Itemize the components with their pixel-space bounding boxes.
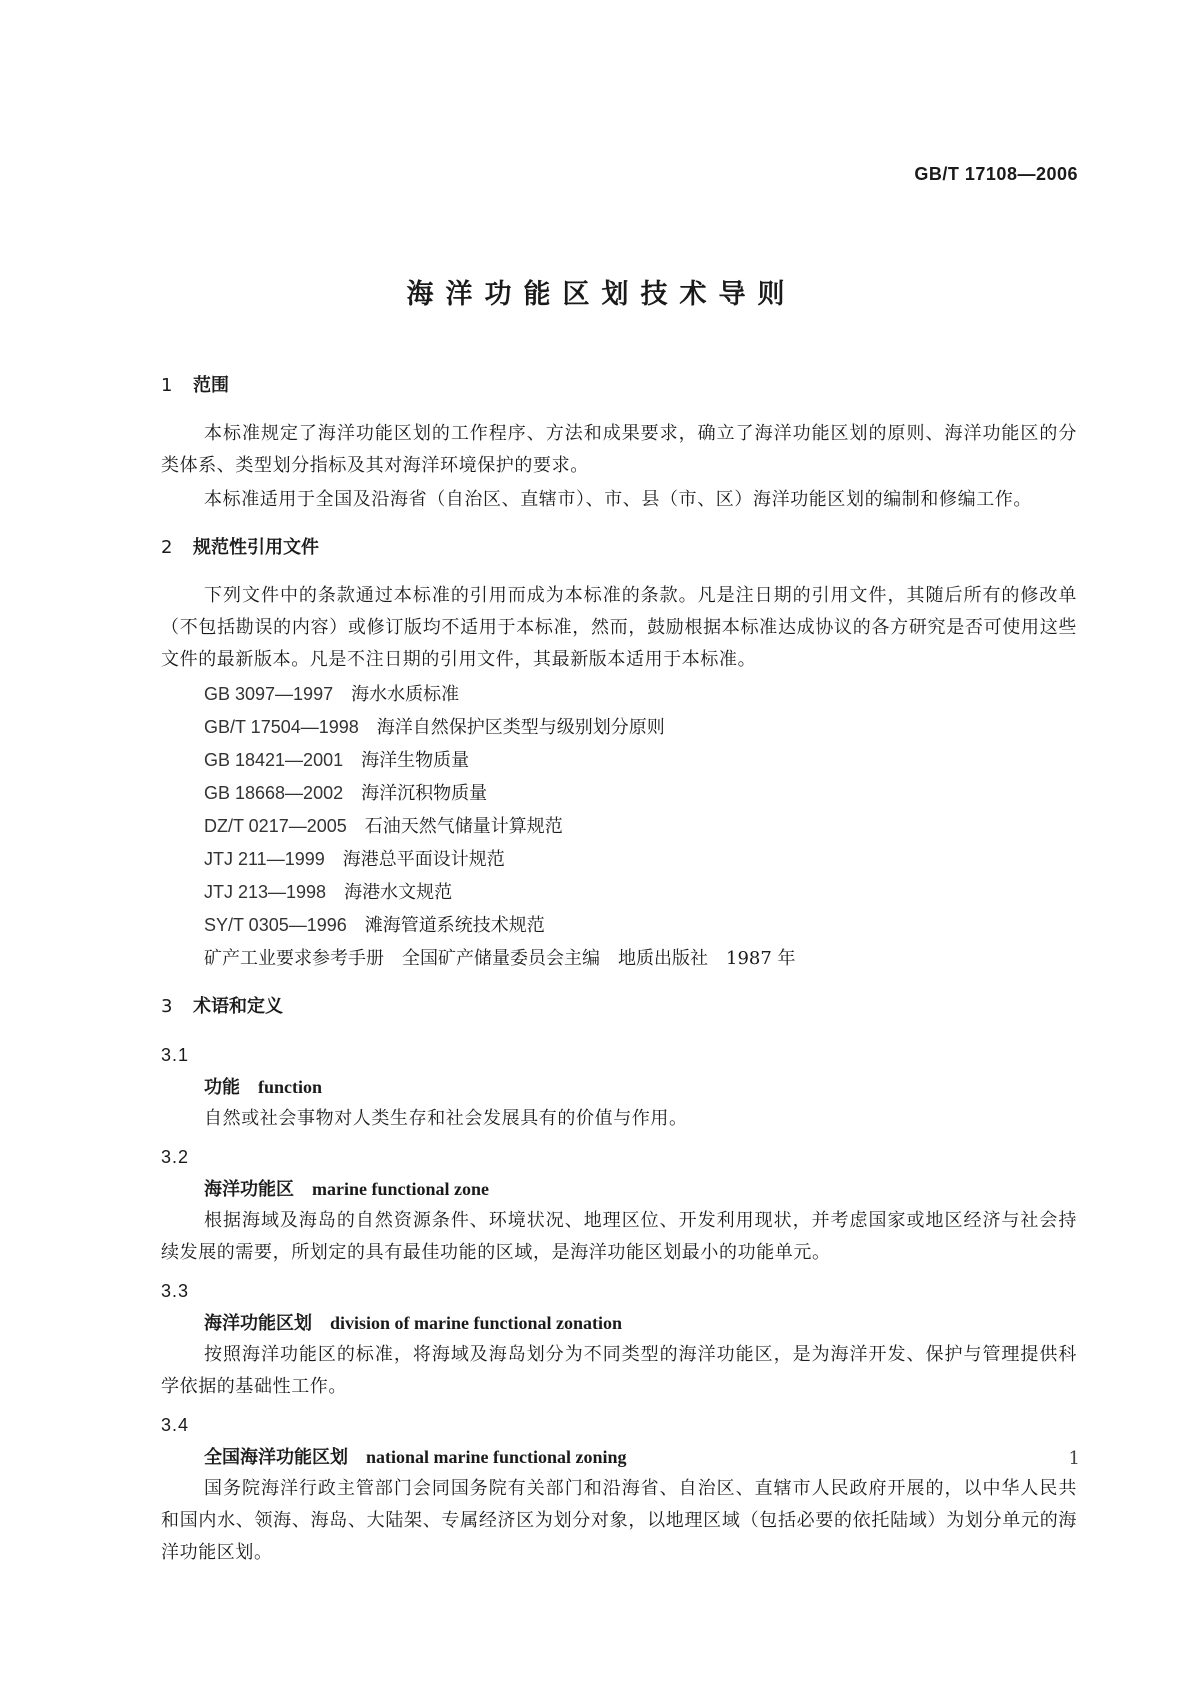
document-title: 海洋功能区划技术导则 (406, 279, 797, 310)
term-definition: 自然或社会事物对人类生存和社会发展具有的价值与作用。 (204, 1108, 688, 1129)
reference-name: 滩海管道系统技术规范 (364, 915, 545, 936)
term-name (161, 1071, 1077, 1103)
reference-name: 海洋自然保护区类型与级别划分原则 (376, 717, 665, 738)
paragraph: 本标准适用于全国及沿海省（自治区、直辖市）、市、县（市、区）海洋功能区划的编制和修编工作。 (204, 489, 1032, 510)
reference-name: 海洋沉积物质量 (361, 783, 488, 804)
section-terms-definitions (161, 991, 1077, 1569)
term-definition: 国务院海洋行政主管部门会同国务院有关部门和沿海省、自治区、直辖市人民政府开展的，以中华人民共和国内水、领海、海岛、大陆架、专属经济区为划分对象，以地理区域（包括必要的依托陆域）为划分单元的海洋功能区划。 (161, 1478, 1077, 1563)
reference-name: 石油天然气储量计算规范 (364, 816, 563, 837)
reference-code: GB/T 17504—1998 (204, 717, 359, 737)
term-number: 3.4 (161, 1415, 190, 1435)
reference-item (161, 744, 1077, 777)
term-definition: 按照海洋功能区的标准，将海域及海岛划分为不同类型的海洋功能区，是为海洋开发、保护与管理提供科学依据的基础性工作。 (161, 1344, 1077, 1397)
section-title: 范围 (193, 375, 229, 396)
reference-name: 海水水质标准 (351, 684, 460, 705)
reference-name: 海港水文规范 (344, 882, 453, 903)
term-definition: 根据海域及海岛的自然资源条件、环境状况、地理区位、开发利用现状，并考虑国家或地区经济与社会持续发展的需要，所划定的具有最佳功能的区域，是海洋功能区划最小的功能单元。 (161, 1210, 1077, 1263)
section-title: 规范性引用文件 (193, 537, 319, 558)
section-number: 1 (161, 375, 173, 396)
page-number: 1 (1068, 1448, 1080, 1469)
reference-code: JTJ 213—1998 (204, 882, 327, 902)
paragraph: 下列文件中的条款通过本标准的引用而成为本标准的条款。凡是注日期的引用文件，其随后所有的修改单（不包括勘误的内容）或修订版均不适用于本标准，然而，鼓励根据本标准达成协议的各方研究是否可使用这些文件的最新版本。凡是不注日期的引用文件，其最新版本适用于本标准。 (161, 585, 1077, 670)
term-en: division of marine functional zonation (330, 1313, 623, 1333)
term-number: 3.3 (161, 1281, 190, 1301)
reference-code: GB 18421—2001 (204, 750, 344, 770)
reference-item (161, 678, 1077, 711)
term-number: 3.1 (161, 1045, 190, 1065)
term-zh: 海洋功能区划 (204, 1313, 312, 1334)
reference-item (161, 711, 1077, 744)
section-number: 3 (161, 996, 173, 1017)
section-heading (161, 532, 1077, 564)
reference-code: SY/T 0305—1996 (204, 915, 347, 935)
term-en: function (258, 1077, 323, 1097)
reference-code: GB 3097—1997 (204, 684, 334, 704)
section-heading (161, 991, 1077, 1023)
reference-item (161, 876, 1077, 909)
term-name (161, 1173, 1077, 1205)
term-zh: 海洋功能区 (204, 1179, 294, 1200)
reference-item (161, 909, 1077, 942)
term-name (161, 1441, 1077, 1473)
section-normative-references (161, 532, 1077, 975)
term-en: national marine functional zoning (366, 1447, 627, 1467)
term-en: marine functional zone (312, 1179, 489, 1199)
reference-item (161, 810, 1077, 843)
section-scope (161, 370, 1077, 516)
reference-item (161, 777, 1077, 810)
section-number: 2 (161, 537, 173, 558)
reference-code: DZ/T 0217—2005 (204, 816, 347, 836)
reference-name: 海港总平面设计规范 (342, 849, 505, 870)
reference-name: 海洋生物质量 (361, 750, 470, 771)
section-title: 术语和定义 (193, 996, 283, 1017)
reference-code: GB 18668—2002 (204, 783, 344, 803)
reference-item: 矿产工业要求参考手册 全国矿产储量委员会主编 地质出版社 1987 年 (204, 948, 796, 969)
term-zh: 功能 (204, 1077, 240, 1098)
standard-code: GB/T 17108—2006 (914, 164, 1078, 184)
term-name (161, 1307, 1077, 1339)
paragraph: 本标准规定了海洋功能区划的工作程序、方法和成果要求，确立了海洋功能区划的原则、海洋功能区的分类体系、类型划分指标及其对海洋环境保护的要求。 (161, 423, 1077, 476)
document-body (161, 370, 1077, 1585)
reference-item (161, 843, 1077, 876)
term-zh: 全国海洋功能区划 (204, 1447, 348, 1468)
section-heading (161, 370, 1077, 402)
reference-code: JTJ 211—1999 (204, 849, 325, 869)
term-number: 3.2 (161, 1147, 190, 1167)
